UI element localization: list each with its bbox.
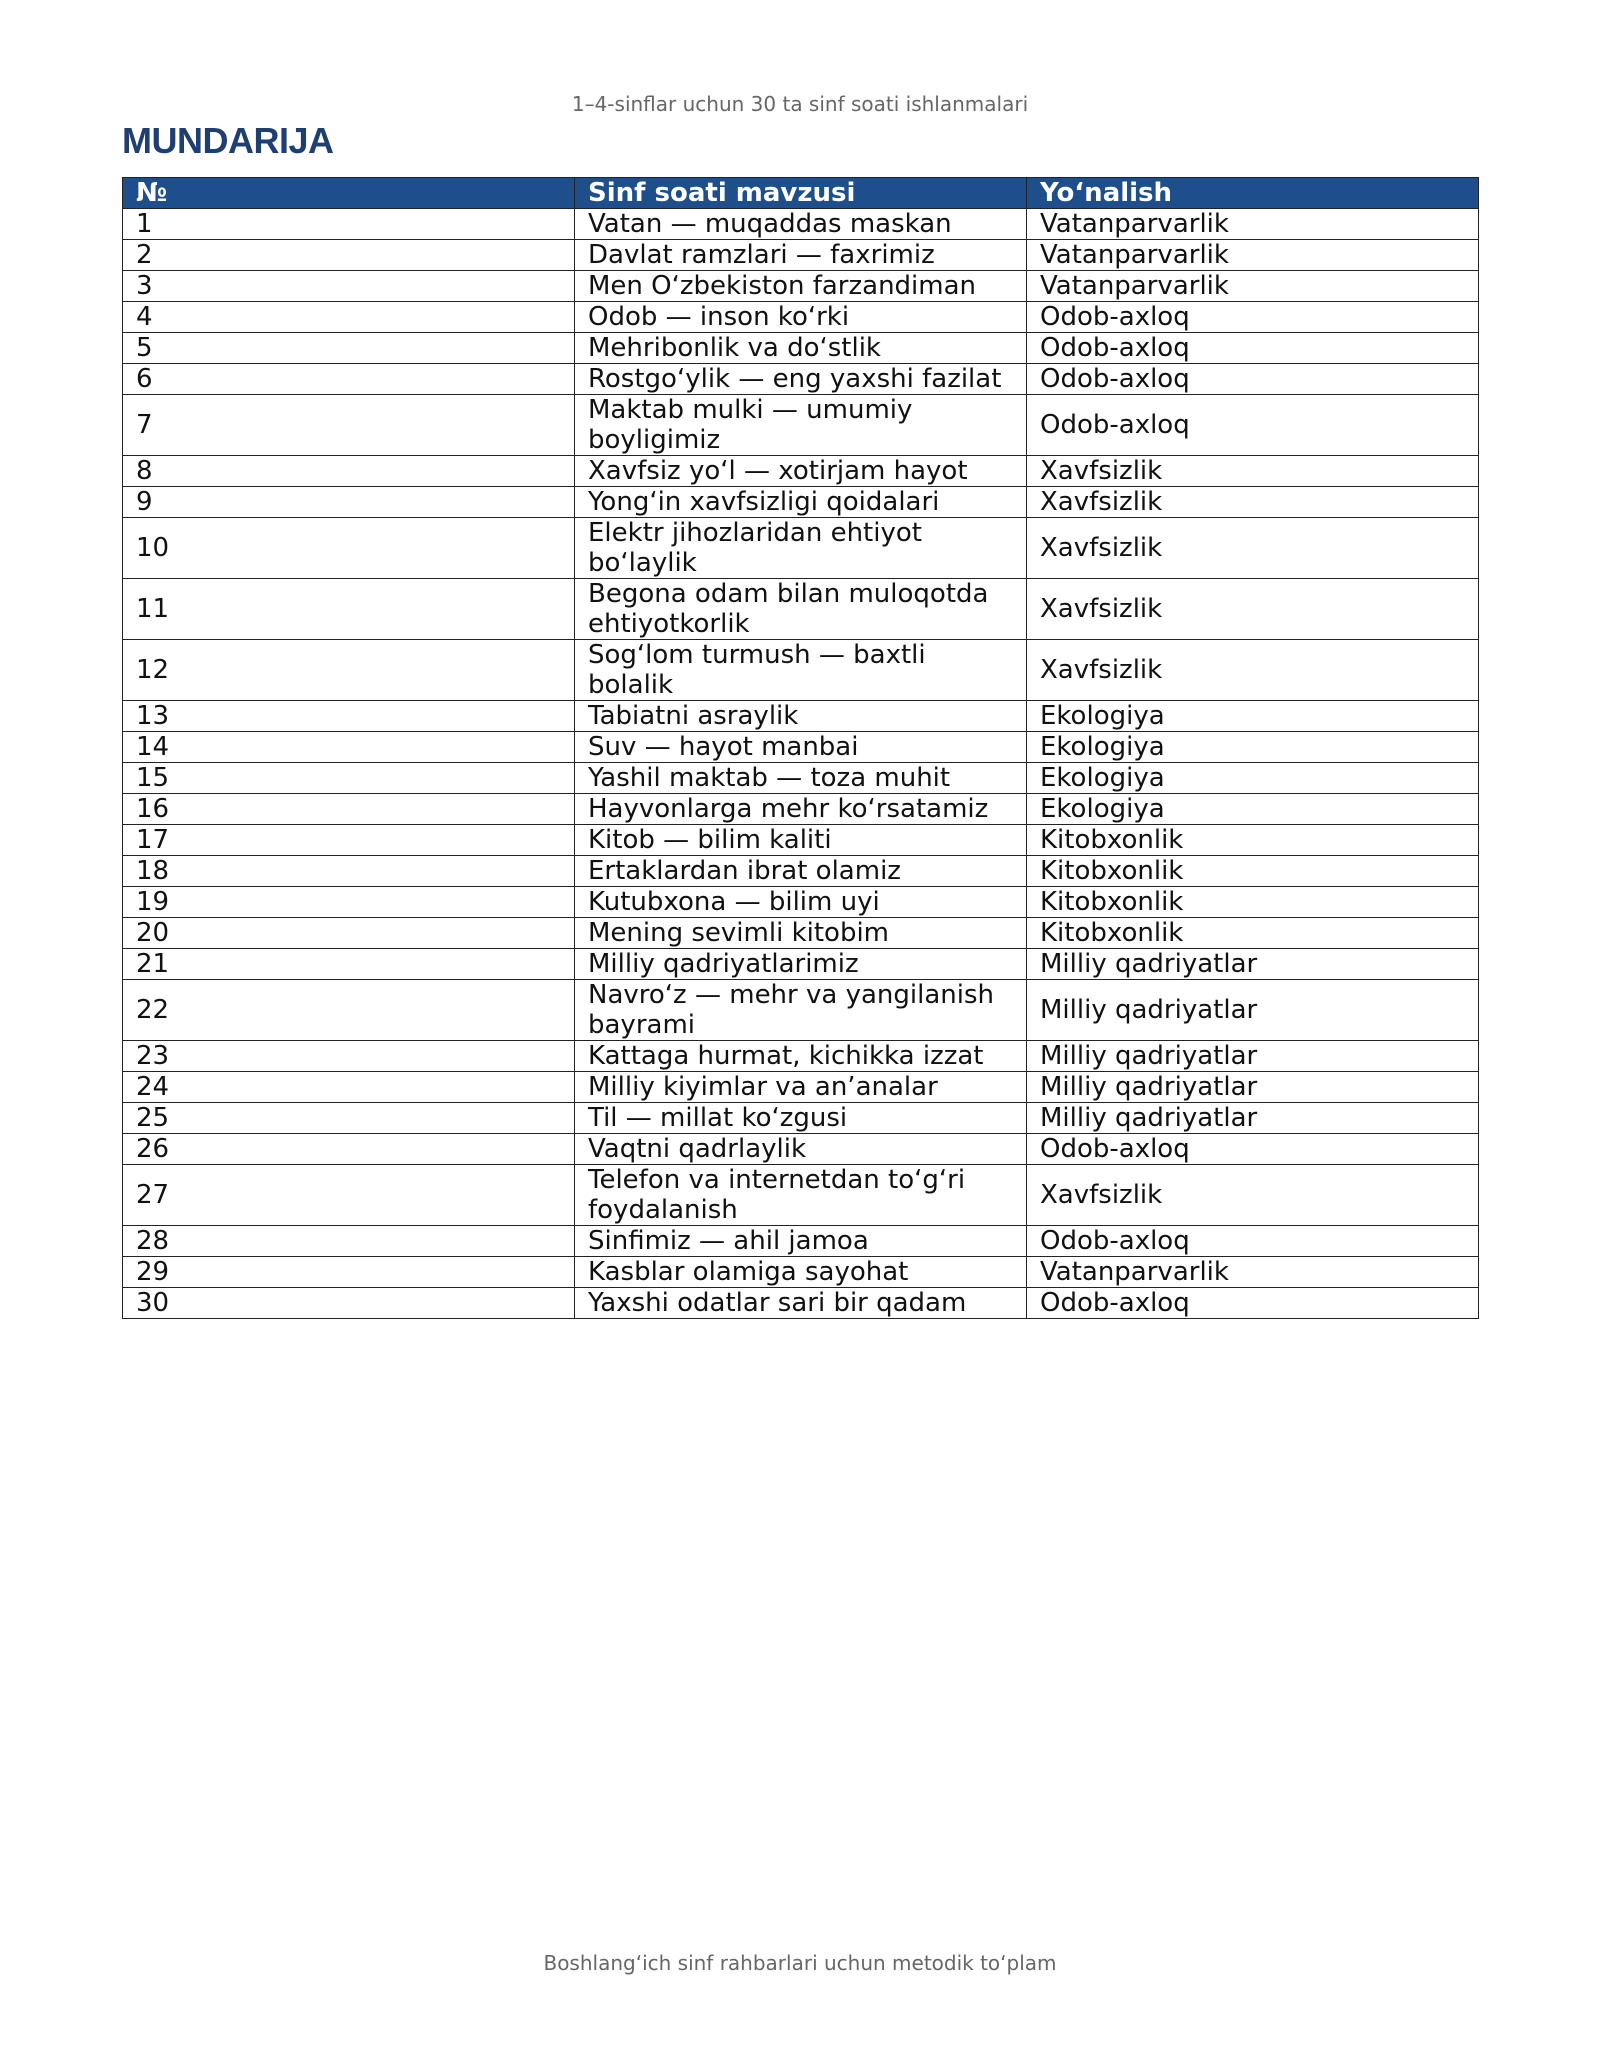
table-row — [123, 825, 1479, 856]
table-row — [123, 1134, 1479, 1165]
row-number: 26 — [123, 1134, 575, 1165]
row-topic: Vatan — muqaddas maskan — [575, 209, 1027, 240]
row-direction: Vatanparvarlik — [1027, 271, 1479, 302]
row-topic: Suv — hayot manbai — [575, 732, 1027, 763]
row-direction: Ekologiya — [1027, 794, 1479, 825]
row-topic: Yaxshi odatlar sari bir qadam — [575, 1288, 1027, 1319]
row-direction: Kitobxonlik — [1027, 887, 1479, 918]
table-row — [123, 1103, 1479, 1134]
table-row — [123, 1072, 1479, 1103]
row-number: 2 — [123, 240, 575, 271]
row-direction: Xavfsizlik — [1027, 518, 1479, 579]
running-header: 1–4-sinflar uchun 30 ta sinf soati ishlanmalari — [571, 92, 1029, 116]
table-row — [123, 887, 1479, 918]
row-topic: Mehribonlik va do‘stlik — [575, 333, 1027, 364]
row-direction: Milliy qadriyatlar — [1027, 949, 1479, 980]
row-direction: Milliy qadriyatlar — [1027, 1103, 1479, 1134]
row-number: 21 — [123, 949, 575, 980]
row-direction: Odob-axloq — [1027, 395, 1479, 456]
row-number: 4 — [123, 302, 575, 333]
row-topic: Elektr jihozlaridan ehtiyot bo‘laylik — [575, 518, 1027, 579]
table-row — [123, 240, 1479, 271]
table-row — [123, 209, 1479, 240]
row-topic: Sog‘lom turmush — baxtli bolalik — [575, 640, 1027, 701]
table-row — [123, 1288, 1479, 1319]
table-row — [123, 763, 1479, 794]
table-row — [123, 701, 1479, 732]
row-topic: Ertaklardan ibrat olamiz — [575, 856, 1027, 887]
row-topic: Vaqtni qadrlaylik — [575, 1134, 1027, 1165]
row-direction: Odob-axloq — [1027, 1226, 1479, 1257]
row-number: 9 — [123, 487, 575, 518]
table-row — [123, 918, 1479, 949]
row-number: 16 — [123, 794, 575, 825]
table-row — [123, 364, 1479, 395]
row-number: 1 — [123, 209, 575, 240]
row-direction: Vatanparvarlik — [1027, 209, 1479, 240]
header-row — [123, 178, 1479, 209]
row-direction: Vatanparvarlik — [1027, 1257, 1479, 1288]
row-number: 25 — [123, 1103, 575, 1134]
row-number: 22 — [123, 980, 575, 1041]
table-row — [123, 980, 1479, 1041]
row-topic: Xavfsiz yo‘l — xotirjam hayot — [575, 456, 1027, 487]
row-number: 29 — [123, 1257, 575, 1288]
table-row — [123, 794, 1479, 825]
row-number: 24 — [123, 1072, 575, 1103]
row-number: 13 — [123, 701, 575, 732]
row-direction: Odob-axloq — [1027, 333, 1479, 364]
row-topic: Rostgo‘ylik — eng yaxshi fazilat — [575, 364, 1027, 395]
row-number: 15 — [123, 763, 575, 794]
table-row — [123, 1165, 1479, 1226]
table-row — [123, 302, 1479, 333]
table-row — [123, 518, 1479, 579]
row-direction: Kitobxonlik — [1027, 825, 1479, 856]
row-direction: Xavfsizlik — [1027, 640, 1479, 701]
row-topic: Sinfimiz — ahil jamoa — [575, 1226, 1027, 1257]
row-topic: Navro‘z — mehr va yangilanish bayrami — [575, 980, 1027, 1041]
row-direction: Ekologiya — [1027, 701, 1479, 732]
row-topic: Men O‘zbekiston farzandiman — [575, 271, 1027, 302]
row-direction: Ekologiya — [1027, 732, 1479, 763]
table-row — [123, 271, 1479, 302]
row-number: 23 — [123, 1041, 575, 1072]
row-topic: Begona odam bilan muloqotda ehtiyotkorlik — [575, 579, 1027, 640]
row-direction: Kitobxonlik — [1027, 856, 1479, 887]
table-row — [123, 1257, 1479, 1288]
table-row — [123, 395, 1479, 456]
row-direction: Odob-axloq — [1027, 302, 1479, 333]
row-topic: Kitob — bilim kaliti — [575, 825, 1027, 856]
row-number: 20 — [123, 918, 575, 949]
table-row — [123, 949, 1479, 980]
contents-table-body — [123, 209, 1479, 1319]
row-number: 17 — [123, 825, 575, 856]
row-topic: Hayvonlarga mehr ko‘rsatamiz — [575, 794, 1027, 825]
row-direction: Milliy qadriyatlar — [1027, 1072, 1479, 1103]
row-topic: Milliy qadriyatlarimiz — [575, 949, 1027, 980]
row-direction: Xavfsizlik — [1027, 579, 1479, 640]
row-number: 27 — [123, 1165, 575, 1226]
column-header-direction: Yo‘nalish — [1027, 178, 1479, 209]
row-topic: Yong‘in xavfsizligi qoidalari — [575, 487, 1027, 518]
table-row — [123, 1041, 1479, 1072]
row-topic: Kasblar olamiga sayohat — [575, 1257, 1027, 1288]
row-direction: Odob-axloq — [1027, 364, 1479, 395]
row-direction: Kitobxonlik — [1027, 918, 1479, 949]
row-number: 28 — [123, 1226, 575, 1257]
row-topic: Til — millat ko‘zgusi — [575, 1103, 1027, 1134]
row-direction: Xavfsizlik — [1027, 456, 1479, 487]
row-number: 30 — [123, 1288, 575, 1319]
row-number: 6 — [123, 364, 575, 395]
row-topic: Odob — inson ko‘rki — [575, 302, 1027, 333]
table-row — [123, 456, 1479, 487]
row-direction: Odob-axloq — [1027, 1134, 1479, 1165]
row-number: 3 — [123, 271, 575, 302]
row-direction: Vatanparvarlik — [1027, 240, 1479, 271]
table-row — [123, 856, 1479, 887]
table-row — [123, 333, 1479, 364]
column-header-topic: Sinf soati mavzusi — [575, 178, 1027, 209]
contents-table-header — [123, 178, 1479, 209]
row-number: 7 — [123, 395, 575, 456]
row-direction: Xavfsizlik — [1027, 1165, 1479, 1226]
row-number: 19 — [123, 887, 575, 918]
row-number: 11 — [123, 579, 575, 640]
row-topic: Yashil maktab — toza muhit — [575, 763, 1027, 794]
row-number: 18 — [123, 856, 575, 887]
page-title: MUNDARIJA — [122, 120, 334, 161]
row-number: 8 — [123, 456, 575, 487]
contents-table — [122, 177, 1479, 1319]
row-topic: Telefon va internetdan to‘g‘ri foydalanish — [575, 1165, 1027, 1226]
row-number: 12 — [123, 640, 575, 701]
row-topic: Tabiatni asraylik — [575, 701, 1027, 732]
row-number: 14 — [123, 732, 575, 763]
row-number: 10 — [123, 518, 575, 579]
row-topic: Mening sevimli kitobim — [575, 918, 1027, 949]
table-row — [123, 640, 1479, 701]
row-topic: Maktab mulki — umumiy boyligimiz — [575, 395, 1027, 456]
table-row — [123, 732, 1479, 763]
row-direction: Xavfsizlik — [1027, 487, 1479, 518]
table-row — [123, 1226, 1479, 1257]
row-direction: Milliy qadriyatlar — [1027, 980, 1479, 1041]
row-direction: Milliy qadriyatlar — [1027, 1041, 1479, 1072]
column-header-number: № — [123, 178, 575, 209]
row-topic: Milliy kiyimlar va an’analar — [575, 1072, 1027, 1103]
table-row — [123, 579, 1479, 640]
row-topic: Davlat ramzlari — faxrimiz — [575, 240, 1027, 271]
row-direction: Odob-axloq — [1027, 1288, 1479, 1319]
row-topic: Kutubxona — bilim uyi — [575, 887, 1027, 918]
running-footer: Boshlang‘ich sinf rahbarlari uchun metodik to‘plam — [543, 1951, 1057, 1975]
table-row — [123, 487, 1479, 518]
row-direction: Ekologiya — [1027, 763, 1479, 794]
row-number: 5 — [123, 333, 575, 364]
row-topic: Kattaga hurmat, kichikka izzat — [575, 1041, 1027, 1072]
